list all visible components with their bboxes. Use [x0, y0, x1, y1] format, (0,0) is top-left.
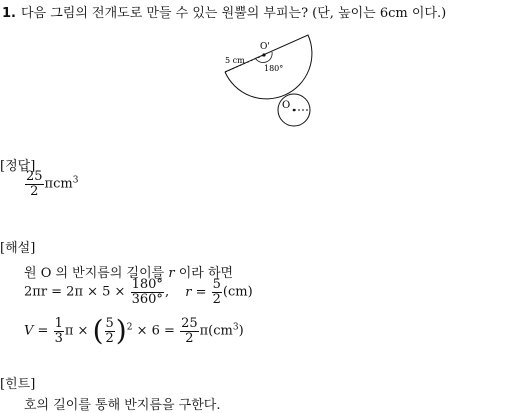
line3-tail-sup: 3: [232, 322, 239, 333]
question: [2, 2, 446, 21]
line3-fraction-2: [180, 317, 199, 345]
line2-comma: ,: [164, 284, 170, 300]
line3-pi: π ×: [64, 323, 89, 339]
line2-r: r =: [185, 284, 207, 300]
line2-numerator: 180°: [131, 277, 163, 292]
line3-numerator-2: 25: [181, 316, 198, 331]
line3-fraction-1: [54, 317, 64, 345]
line3-denominator-2: 2: [185, 330, 194, 346]
answer-header: [정답]: [0, 159, 36, 174]
solution-line-2: [24, 278, 253, 306]
answer-tail-sup: 3: [72, 175, 79, 186]
hint-header: [힌트]: [0, 377, 36, 392]
solution-line2-lhs: 2πr = 2π × 5 ×: [24, 284, 126, 300]
solution-line1-var: r: [168, 266, 175, 281]
line3-v: V =: [24, 323, 49, 339]
solution-line1-b: 이라 하면: [178, 266, 234, 281]
line2-unit: (cm): [222, 284, 253, 300]
solution-line-3: V = $\frac{1}{3}$ π × ( $\frac{5}{2}$ )$^2$ × 6 = $\frac{25}{2}$ $\pi(cm^3)$: [24, 314, 244, 348]
question-text: 다음 그림의 전개도로 만들 수 있는 원뿔의 부피는? (단, 높이는 6cm 이다.): [20, 6, 447, 21]
line2-denominator: 360°: [131, 291, 163, 307]
line3-denominator-1: 3: [54, 330, 63, 346]
question-number: 1.: [2, 6, 16, 21]
answer-numerator: 25: [26, 169, 43, 184]
sector-center-dot: [262, 53, 265, 56]
line3-exponent: 2: [126, 322, 133, 333]
solution-line2-fraction2: [212, 278, 222, 306]
line3-inner-fraction: [105, 317, 115, 345]
center-label: O': [260, 42, 270, 52]
base-center-label: O: [282, 100, 291, 111]
answer-tail: πcm: [44, 176, 73, 192]
base-circle-figure: [272, 90, 316, 130]
line2-numerator2: 5: [212, 277, 221, 292]
line3-numerator-1: 1: [54, 316, 63, 331]
line2-denominator2: 2: [212, 291, 221, 307]
radius-label: 5 cm: [225, 56, 245, 65]
line3-close: ): [238, 323, 244, 339]
solution-line1-a: 원 O 의 반지름의 길이를: [24, 266, 165, 281]
line3-inner-numerator: 5: [105, 316, 114, 331]
solution-header: [해설]: [0, 241, 36, 256]
answer-fraction: [25, 170, 44, 198]
line3-tail: π(cm: [199, 323, 233, 339]
answer-denominator: 2: [30, 183, 39, 199]
hint-text: 호의 길이를 통해 반지름을 구한다.: [24, 398, 221, 413]
line3-inner-denominator: 2: [105, 330, 114, 346]
answer-value: [24, 170, 78, 198]
line3-mid: × 6 =: [136, 323, 175, 339]
angle-label: 180°: [264, 64, 284, 73]
solution-line2-fraction: [131, 278, 164, 306]
